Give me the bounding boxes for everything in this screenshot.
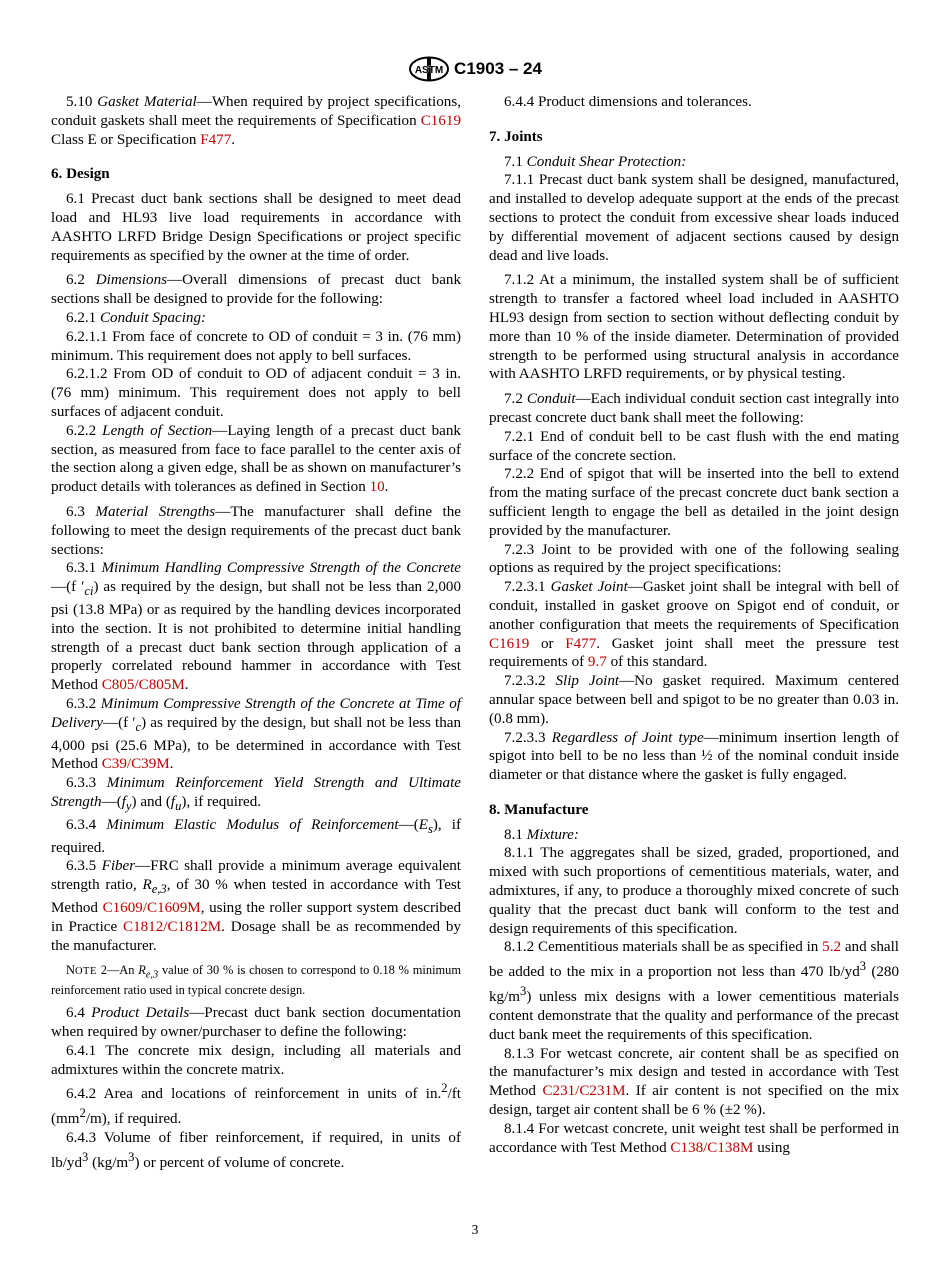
section-8-1: 8.1 Mixture: bbox=[504, 826, 579, 843]
ref-c805[interactable]: C805/C805M bbox=[101, 677, 185, 694]
section-8-1-1: 8.1.1 The aggregates shall be sized, graded, proportioned, and mixed with such proportions of cementitious materials, water, and admixtures, if any, to produce a thoroughly mixed concrete of such quality that the precast duct bank will conform to the test and design requirements of this specification. bbox=[489, 845, 899, 937]
ref-c231[interactable]: C231/C231M bbox=[542, 1083, 626, 1100]
ref-c1619[interactable]: C1619 bbox=[420, 112, 461, 129]
section-7-1-2: 7.1.2 At a minimum, the installed system shall be of sufficient strength to transfer a factored wheel load included in AASHTO HL93 design from section to section without deflecting conduit by more than 10 % of the inside diameter. Determination of provided strength to be performed using structural analysis in accordance with AASHTO LRFD requirements, or by physical testing. bbox=[489, 272, 899, 383]
section-8-1-3: 8.1.3 For wetcast concrete, air content shall be as specified on the manufacturer’s mix design and tested in accordance with Test Method C231/C231M. If air content is not specified on the mix design, target air content shall be 6 % (±2 %). bbox=[489, 1045, 899, 1118]
section-6-2-1-1: 6.2.1.1 From face of concrete to OD of conduit = 3 in. (76 mm) minimum. This requirement does not apply to bell surfaces. bbox=[51, 328, 461, 364]
section-7-2-3-1: 7.2.3.1 Gasket Joint—Gasket joint shall be integral with bell of conduit, installed in gasket groove on Spigot end of conduit, or another configuration that meets the requirements of Specification C1619 or F477. Gasket joint shall meet the pressure test requirements of 9.7 of this standard. bbox=[489, 579, 900, 671]
heading-design: 6. Design bbox=[51, 166, 110, 183]
ref-f477[interactable]: F477 bbox=[565, 635, 597, 652]
note-2: NOTE 2—An $R_{e,3}$ value of 30 % is chosen to correspond to 0.18 % minimum reinforcement ratio used in typical concrete design. bbox=[51, 963, 461, 998]
section-7-2-2: 7.2.2 End of spigot that will be inserted into the bell to extend from the mating surface of the precast concrete duct bank section a sufficient length to engage the bell as detailed in the joint design provided by the manufacturer. bbox=[489, 466, 899, 539]
section-6-4-1: 6.4.1 The concrete mix design, including all materials and admixtures within the concrete matrix. bbox=[51, 1042, 461, 1078]
ref-c39[interactable]: C39/C39M bbox=[101, 756, 170, 773]
ref-section-10[interactable]: 10 bbox=[369, 479, 385, 496]
page-header bbox=[0, 56, 950, 82]
section-7-2-3: 7.2.3 Joint to be provided with one of the following sealing options as required by the project specifications: bbox=[489, 541, 899, 577]
right-column bbox=[489, 93, 899, 1157]
ref-f477[interactable]: F477 bbox=[200, 131, 232, 148]
heading-joints: 7. Joints bbox=[489, 128, 543, 145]
ref-c1619[interactable]: C1619 bbox=[489, 635, 530, 652]
section-6-1: 6.1 Precast duct bank sections shall be designed to meet dead load and HL93 live load requirements in accordance with AASHTO LRFD Bridge Design Specifications or project specific requirements as specified by the owner at the time of order. bbox=[51, 191, 461, 264]
section-7-2-3-2: 7.2.3.2 Slip Joint—No gasket required. Maximum centered annular space between bell and spigot to be no greater than 0.03 in. (0.8 mm). bbox=[489, 673, 899, 727]
section-6-4-3: 6.4.3 Volume of fiber reinforcement, if required, in units of $lb/yd^3$ $(kg/m^3)$ or percent of volume of concrete. bbox=[51, 1130, 461, 1171]
section-6-3-2: 6.3.2 Minimum Compressive Strength of the Concrete at Time of Delivery—(f $'_c$) as required by the design, but shall not be less than 4,000 psi (25.6 MPa), to be determined in accordance with Test Method C39/C39M. bbox=[51, 695, 461, 773]
ref-c1812[interactable]: C1812/C1812M bbox=[123, 918, 222, 935]
section-6-4-2: 6.4.2 Area and locations of reinforcement in units of in.$^2$/ft $(mm^2/m)$, if required. bbox=[51, 1081, 461, 1128]
ref-section-5-2[interactable]: 5.2 bbox=[822, 939, 842, 956]
left-column bbox=[51, 93, 461, 1173]
section-6-4: 6.4 Product Details—Precast duct bank section documentation when required by owner/purchaser to define the following: bbox=[51, 1005, 461, 1041]
section-7-1-1: 7.1.1 Precast duct bank system shall be designed, manufactured, and installed to develop adequate support at the ends of the precast sections to protect the conduit from excessive shear loads induced by differential movement of adjacent sections caused by design dead and live loads. bbox=[489, 172, 899, 264]
section-6-3-3: 6.3.3 Minimum Reinforcement Yield Strength and Ultimate $Strength—(f_y)$ and $(f_u)$, if required. bbox=[51, 775, 461, 813]
ref-c138[interactable]: C138/C138M bbox=[670, 1139, 754, 1156]
section-6-2-1: 6.2.1 Conduit Spacing: bbox=[66, 309, 207, 326]
section-6-3: 6.3 Material Strengths—The manufacturer shall define the following to meet the design requirements of the precast duct bank sections: bbox=[51, 503, 461, 558]
standard-designation: C1903 – 24 bbox=[454, 59, 542, 78]
section-6-3-4: 6.3.4 Minimum Elastic Modulus of $Reinforcement—(E_s)$, if required. bbox=[51, 816, 461, 856]
ref-section-9-7[interactable]: 9.7 bbox=[587, 654, 607, 671]
section-7-1: 7.1 Conduit Shear Protection: bbox=[504, 153, 687, 170]
page-number: 3 bbox=[471, 1222, 479, 1237]
ref-c1609[interactable]: C1609/C1609M bbox=[102, 899, 201, 916]
section-6-4-4: 6.4.4 Product dimensions and tolerances. bbox=[504, 94, 752, 110]
section-6-3-5: 6.3.5 Fiber—FRC shall provide a minimum average equivalent strength ratio, $R_{e,3}$, of 30 % when tested in accordance with Test Method C1609/C1609M, using the roller support system described in Practice C1812/C1812M. Dosage shall be as recommended by the manufacturer. bbox=[51, 858, 461, 954]
section-7-2-1: 7.2.1 End of conduit bell to be cast flush with the end mating surface of the concrete section. bbox=[489, 428, 899, 464]
section-6-3-1: 6.3.1 Minimum Handling Compressive Strength of the Concrete—(f $'_{ci}$) as required by the design, but shall not be less than 2,000 psi (13.8 MPa) or as required by the handling devices incorporated into the section. It is not prohibited to determine initial handling strength of a precast duct bank section through application of a properly correlated rebound hammer in accordance with Test Method C805/C805M. bbox=[51, 560, 462, 694]
section-7-2-3-3: 7.2.3.3 Regardless of Joint type—minimum insertion length of spigot into bell to be no less than ½ of the nominal conduit inside diameter or that distance where the gasket is fully engaged. bbox=[489, 729, 899, 784]
heading-manufacture: 8. Manufacture bbox=[489, 801, 589, 818]
section-8-1-2: 8.1.2 Cementitious materials shall be as specified in 5.2 and shall be added to the mix in a proportion not less than 470 $lb/yd^3$ (280 $kg/m^3$) unless mix designs with a lower cementitious materials content demonstrate that the quality and performance of the precast duct bank meet the requirements of this specification. bbox=[489, 939, 899, 1043]
section-8-1-4: 8.1.4 For wetcast concrete, unit weight test shall be performed in accordance with Test Method C138/C138M using bbox=[489, 1120, 899, 1156]
section-7-2: 7.2 Conduit—Each individual conduit section cast integrally into precast concrete duct bank shall meet the following: bbox=[489, 391, 899, 426]
svg-text:ASTM: ASTM bbox=[414, 65, 444, 76]
section-6-2-2: 6.2.2 Length of Section—Laying length of a precast duct bank section, as measured from face to face parallel to the center axis of the section along a given edge, shall be as shown on manufacturer’s product details with tolerances as defined in Section 10. bbox=[51, 422, 461, 496]
section-5-10: 5.10 Gasket Material—When required by project specifications, conduit gaskets shall meet the requirements of Specification C1619 Class E or Specification F477. bbox=[51, 94, 461, 148]
section-6-2: 6.2 Dimensions—Overall dimensions of precast duct bank sections shall be designed to provide for the following: bbox=[51, 272, 462, 308]
section-6-2-1-2: 6.2.1.2 From OD of conduit to OD of adjacent conduit = 3 in. (76 mm) minimum. This requirement does not apply to bell surfaces of adjacent conduit. bbox=[51, 366, 461, 420]
astm-logo-icon bbox=[408, 56, 450, 82]
